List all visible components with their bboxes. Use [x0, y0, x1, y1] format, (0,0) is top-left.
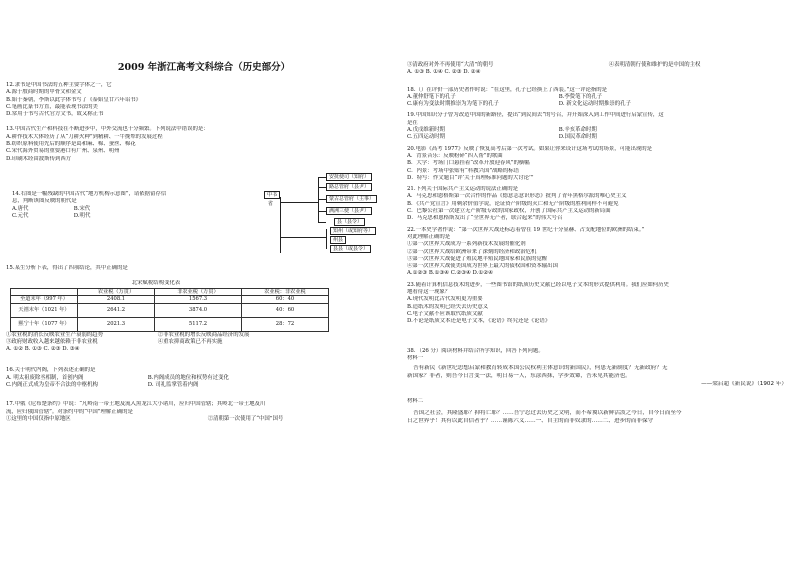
option: D.常用于书写古代官方文书，故又称正书 [6, 111, 104, 118]
option: D.国民革命时期 [558, 134, 597, 141]
table-row [11, 303, 329, 317]
question-stem: 地看待这一现象？ [407, 289, 451, 296]
option-row [6, 416, 402, 423]
table-row [11, 296, 329, 304]
local-institutions-diagram [264, 169, 394, 253]
question-14 [6, 169, 402, 253]
option: D．特写：作文题目“评‘关于真理标准问题的大讨论’” [407, 174, 534, 181]
diagram-box: 路总管府（县尹） [326, 183, 372, 191]
material-1 [407, 365, 795, 388]
question-stem: 18.（）在评价一部历史著作时说：“在这里，孔子已经换上了西装。”这一评论指的是 [407, 86, 608, 93]
material-label: 材料二 [407, 398, 424, 405]
table-cell: 60：40 [242, 296, 329, 304]
table-row [11, 317, 329, 331]
option: D.不论是纸质文本还是电子文本，《论语》终究还是《论语》 [407, 318, 551, 325]
option-row [6, 382, 402, 389]
option: ④表明清朝行使和维护的是中国的主权 [608, 62, 701, 68]
option-row [6, 375, 402, 382]
question-stem: 16.关于明代内阁，下列表述正确的是 [6, 367, 96, 374]
question-21 [407, 186, 795, 222]
table-header: 非农业税（万贯） [155, 288, 242, 296]
question-19 [407, 112, 795, 141]
table-cell: 28：72 [242, 317, 329, 331]
option: C.康有为变法时期推崇为为笔下的孔子 [407, 101, 499, 108]
tax-table [10, 288, 329, 332]
option: D. 新文化运动时期推崇的孔子 [558, 101, 631, 108]
diagram-box: 知州（或知府等） [330, 227, 376, 235]
option: C．巴黎公社第一次建立无产阶级专政的国家政权，开创了国际共产主义运动的新局面 [407, 208, 611, 215]
table-header [11, 288, 78, 296]
option: B.辛亥革命时期 [558, 127, 597, 134]
option: C.笔画比篆书方直，最能表现书法的美 [6, 103, 98, 110]
option: D.印刷术经由波斯传到西方 [6, 155, 72, 162]
option: C.五四运动时期 [407, 134, 445, 141]
diagram-box: 蒙古总管府（主事） [326, 195, 377, 203]
question-stem: 13.中国古代生产和科技在不断进步中，中外交流也十分频繁。下列说法中错误的是： [6, 126, 209, 133]
option: B.始于秦朝，李斯以此字体书写了《泰始皇廿六年诏书》 [6, 96, 142, 103]
right-column [407, 0, 795, 425]
option: A.董仲舒笔下的孔子 [407, 93, 456, 100]
left-column [6, 0, 402, 423]
option: A．马克思和恩格斯第一次合作的作品《德意志意识形态》批判了青年黑格尔派的唯心史主义 [407, 193, 627, 200]
option: C.宋代海外贸易的重要港口有广州、泉州、明州 [6, 148, 120, 155]
option: ①第一次世界大战成为一系列新技术发展的催化剂 [407, 241, 526, 248]
option: B．《共产党宣言》用剩余价值学说，论证资产阶级的灭亡和无产阶级的胜利同样不可避免 [407, 200, 619, 207]
question-stem: 14.右图是一幅残缺的中国古代“地方机构示意图”，请依据留存信 [12, 190, 167, 197]
option: A.戊戌维新时期 [407, 127, 445, 134]
diagram-box: 满洲三使（县尹） [326, 207, 372, 215]
option: A.耕作技术大体经历了从“刀耕火种”到精耕、一牛挽犁的发展过程 [6, 133, 163, 140]
table-cell: 天禧末年（1021 年） [11, 303, 78, 317]
material-2 [407, 410, 795, 426]
question-18 [407, 87, 795, 109]
option-row [407, 134, 795, 141]
option: C.元代 [12, 212, 29, 219]
material-label: 材料一 [407, 354, 424, 361]
option: ③第一次世界大战促进了殖民地半殖民地国家和民族的觉醒 [407, 255, 548, 262]
question-12 [6, 82, 402, 118]
answer-choices: A. ①③ B. ①④ C. ②③ D. ②④ [407, 69, 481, 76]
option: B．大学：考场门口悬挂着“改革开放迎春风”的横幅 [407, 160, 530, 167]
question-16 [6, 367, 402, 389]
option: A.现代发明比古代发明更为重要 [407, 296, 483, 303]
option: B.李贽笔下的孔子 [558, 93, 603, 100]
table-cell: 2408.1 [78, 296, 155, 304]
option: C．内景：考场中张贴有“科教兴国”战略的标语 [407, 167, 520, 174]
diagram-box: 州县 [330, 236, 346, 244]
diagram-mid: 省 [268, 200, 274, 207]
option: ③清政府对外不再使用“大清”的朝号 [407, 62, 494, 68]
passage-line: 日之世界乎！其有以此自信者乎？……谨陈六义……一、自主的而非奴隶的……二、进步的而非保守 [407, 417, 654, 424]
question-stem: 22.一本史学著作说：“第一次世界大战还标志着曾在 19 世纪十分显赫、占支配地位的欧洲的结束。” [407, 226, 645, 233]
option: ②清朝第一次使用了“中国”国号 [207, 415, 284, 422]
option: B.宋代 [73, 205, 91, 212]
question-stem: 息，判断该图反映的朝代是 [12, 198, 77, 205]
option: ①农业税的消长反映农业生产衰弱的趋势 [6, 331, 104, 338]
question-stem: 是在 [407, 119, 418, 126]
option-row [6, 339, 402, 346]
passage-line: 吾国之社会，其隆盛耶？抑将亡耶？……吾宁忍过去历史之文明，而不希冀以新鲜活泼之今日，自今日而至今 [413, 409, 682, 416]
table-header-row [11, 288, 329, 296]
option: C.内阁正式成为皇帝不合法的中枢机构 [6, 382, 98, 389]
table-cell: 熙宁十年（1077 年） [11, 317, 78, 331]
passage-source: ——梁启超《新民说》（1902 年） [701, 380, 787, 387]
table-cell: 2021.3 [78, 317, 155, 331]
option: D. 司礼监掌管着内阁 [147, 382, 199, 389]
question-13 [6, 126, 402, 162]
option: ④重农抑商政策已不再实施 [157, 338, 223, 345]
table-header: 农业税（万贯） [78, 288, 155, 296]
question-stem: 20.电影《高考 1977》反映了恢复高考后第一次考试。如果让你来设计这场考试的场景，可能出现的是 [407, 145, 653, 152]
answer-choices: A.①②③ B.①③④ C.②③④ D.①②④ [407, 270, 493, 277]
table-header: 农业税：非农业税 [242, 288, 329, 296]
question-stem: 15.某生分析下表，得出了四项结论，其中正确的是 [6, 264, 128, 271]
option: A. 明太祖废除丞相制，首创内阁 [6, 374, 84, 381]
table-cell: 40：60 [242, 303, 329, 317]
option-row [12, 213, 260, 220]
table-title: 北宋赋税结构变化表 [131, 280, 181, 287]
question-20 [407, 146, 795, 182]
question-15 [6, 265, 402, 353]
option: A.唐代 [12, 205, 29, 212]
option: A．背景音乐：反映粉碎“四人帮”的歌曲 [407, 152, 503, 159]
option: D.明代 [73, 212, 91, 219]
option-row [12, 206, 260, 213]
option: B.造纸术的发明已经失去历史意义 [407, 303, 489, 310]
option: ①这里的中国仅指中原地区 [6, 415, 71, 422]
table-cell: 2641.2 [78, 303, 155, 317]
diagram-box: 县县（或县令） [330, 245, 371, 253]
option: A.源于殷商时期的甲骨文和金文 [6, 89, 82, 96]
question-stem: 流，应归俄国管辖”。对条约中的“中国”理解正确的是 [6, 408, 133, 415]
option: D．马克思和恩格斯发出了“全世界无产者，联合起来”的伟大号召 [407, 215, 563, 222]
table-cell: 3874.0 [155, 303, 242, 317]
question-17 [6, 401, 402, 423]
question-23 [407, 282, 795, 326]
question-stem: 23.随着计算机信息技术的进步，一些图书馆的纸质历史文献已经以电子文本的形式提供利用。我们应如何历史 [407, 281, 669, 288]
option: ②第一次世界大战给欧洲带来了深刻的经济和政治危机 [407, 248, 537, 255]
question-17-continued [407, 62, 795, 77]
question-stem: 12.隶书是中国书法的五种主要字体之一，它 [6, 82, 112, 88]
passage-line: 新国家？非者，则吾今日言变一法，明日易一人，东涂西抹，学步效颦，吾未见其能济也。 [407, 372, 631, 379]
option-row [407, 62, 795, 69]
question-stem: 38．（26 分）阅读材料并结合所学知识，回答下列问题。 [407, 347, 544, 354]
option-row [6, 332, 402, 339]
answer-choices: A. ①② B. ①③ C. ②③ D. ③④ [6, 346, 80, 353]
question-38 [407, 348, 795, 426]
question-22 [407, 227, 795, 278]
passage-line: 吾有新民《新世纪思想启蒙和教育转成本国公民权利主体意识的新国民》，何患无新制度？无新政府？无 [413, 365, 668, 372]
option-row [407, 101, 795, 108]
option: B.内阁成员的地位和权势有过变化 [147, 374, 229, 381]
option-row [407, 127, 795, 134]
question-stem: 对此理解正确的是 [407, 233, 451, 240]
page-title: 2009 年浙江高考文科综合（历史部分） [117, 62, 291, 73]
option: ④第一次世界大战使美国成为世界上最大的债权国和资本输出国 [407, 263, 558, 270]
question-stem: 19.中国知识分子曾为改造中国的新路径，提出“到民间去”的号召，并开始深入到工作中间进行启蒙宣传，这 [407, 112, 664, 119]
table-cell: 至道末年（997 年） [11, 296, 78, 304]
option: C.电子文献不应该取代纸质文献 [407, 310, 483, 317]
diagram-root: 中书 [264, 191, 280, 199]
table-cell: 1567.3 [155, 296, 242, 304]
option: B.纺织原料使用先后的顺序是葛和麻、棉、蚕丝、棉花 [6, 141, 136, 148]
diagram-box: 安抚使司（知府） [326, 173, 372, 181]
option: ②非农业税的增长反映商品经济的发展 [157, 331, 250, 338]
table-cell: 5117.2 [155, 317, 242, 331]
question-stem: 21.下列关于国际共产主义运动的说法正确的是 [407, 186, 518, 193]
question-stem: 17.中俄《尼布楚条约》中说：“凡岭南一带土地及流入黑龙江大小诸川，应归中国管辖；其岭北一带土地及川 [6, 401, 266, 408]
diagram-box: 县（县令） [334, 218, 365, 226]
option: ③政府财政收入越来越依赖于非农业税 [6, 338, 98, 345]
